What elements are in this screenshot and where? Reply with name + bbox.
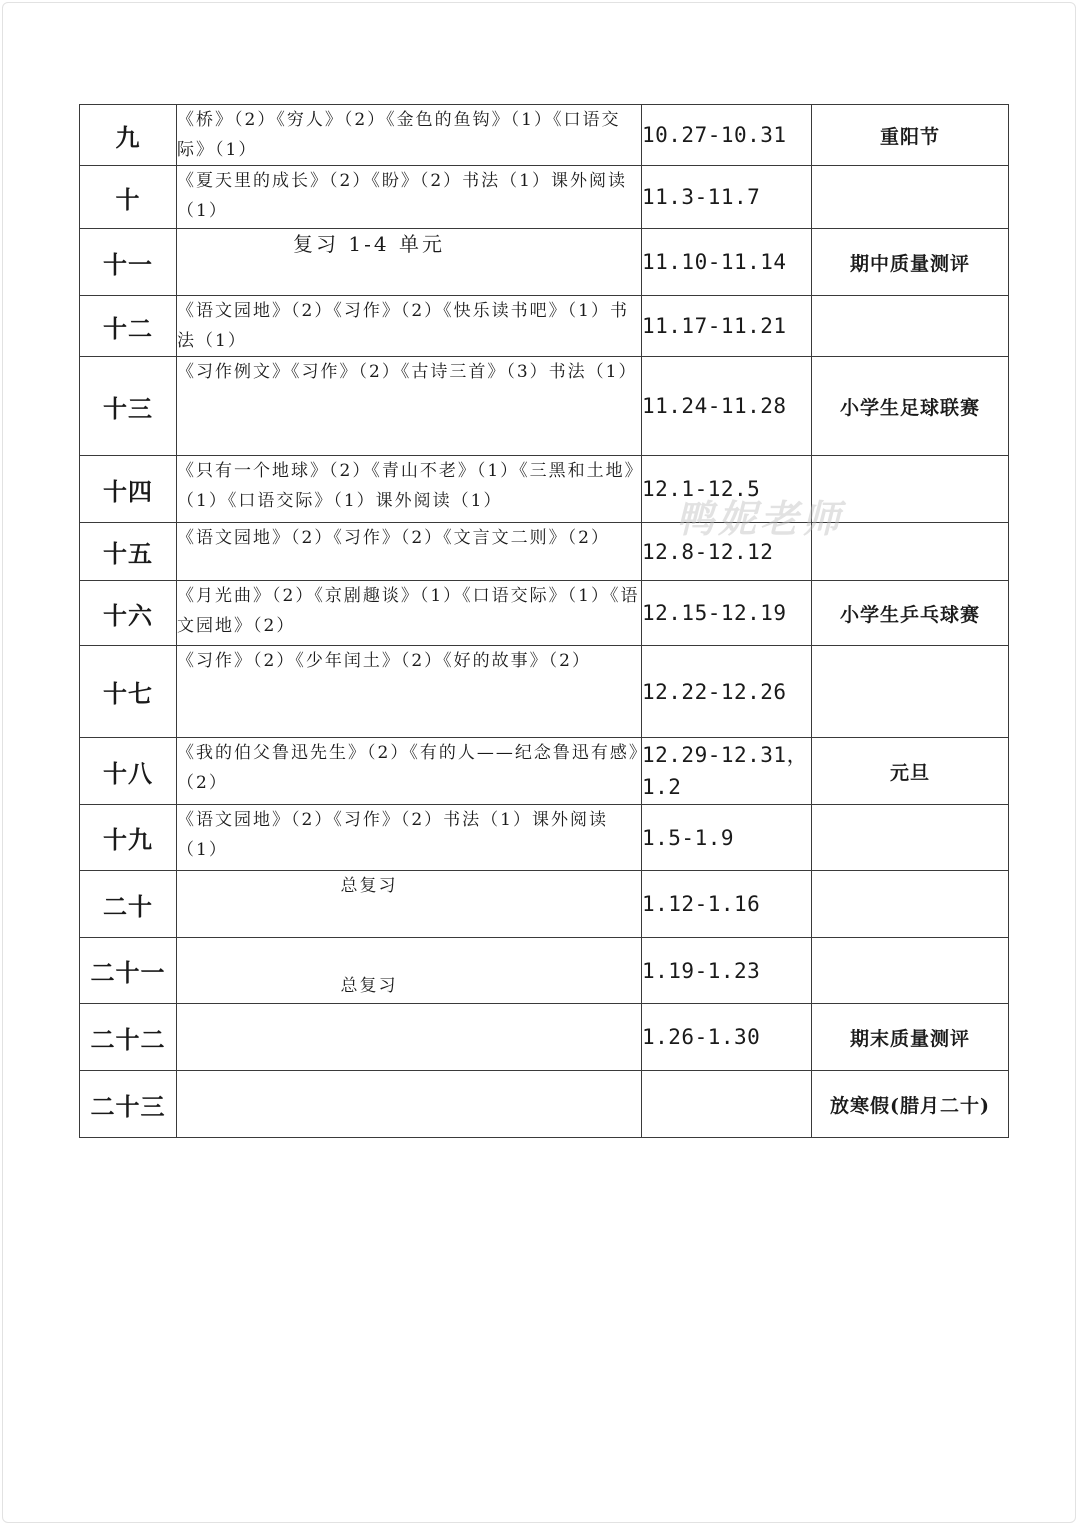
- table-row: [80, 581, 1009, 646]
- content-cell: 复习 1-4 单元: [177, 229, 642, 296]
- table-row: [80, 805, 1009, 871]
- table-row: [80, 871, 1009, 938]
- table-row: [80, 938, 1009, 1004]
- week-cell: 十七: [80, 646, 177, 738]
- week-cell: 十八: [80, 738, 177, 805]
- dates-cell: [642, 1071, 812, 1138]
- dates-cell: 11.24-11.28: [642, 357, 812, 456]
- dates-cell: 10.27-10.31: [642, 105, 812, 166]
- table-row: [80, 523, 1009, 581]
- content-cell: 《语文园地》（2）《习作》（2）《文言文二则》（2）: [177, 523, 642, 581]
- week-cell: 十九: [80, 805, 177, 871]
- content-cell: 《夏天里的成长》（2）《盼》（2）书法（1）课外阅读（1）: [177, 166, 642, 229]
- note-cell: 放寒假(腊月二十): [812, 1071, 1009, 1138]
- note-cell: 元旦: [812, 738, 1009, 805]
- week-cell: 十: [80, 166, 177, 229]
- dates-cell: 12.22-12.26: [642, 646, 812, 738]
- table-row: [80, 1004, 1009, 1071]
- week-cell: 二十一: [80, 938, 177, 1004]
- note-cell: [812, 523, 1009, 581]
- table-row: [80, 738, 1009, 805]
- week-cell: 十二: [80, 296, 177, 357]
- week-cell: 十一: [80, 229, 177, 296]
- content-cell: [177, 1004, 642, 1071]
- dates-cell: 11.17-11.21: [642, 296, 812, 357]
- note-cell: [812, 871, 1009, 938]
- note-cell: 期末质量测评: [812, 1004, 1009, 1071]
- dates-cell: 12.15-12.19: [642, 581, 812, 646]
- dates-cell: 1.19-1.23: [642, 938, 812, 1004]
- week-cell: 十四: [80, 456, 177, 523]
- week-cell: 二十: [80, 871, 177, 938]
- dates-cell: 1.26-1.30: [642, 1004, 812, 1071]
- note-cell: 重阳节: [812, 105, 1009, 166]
- dates-cell: 11.3-11.7: [642, 166, 812, 229]
- content-cell: [177, 1071, 642, 1138]
- week-cell: 二十二: [80, 1004, 177, 1071]
- content-cell: 《月光曲》（2）《京剧趣谈》（1）《口语交际》（1）《语文园地》（2）: [177, 581, 642, 646]
- content-cell: 《习作》（2）《少年闰土》（2）《好的故事》（2）: [177, 646, 642, 738]
- content-cell: 《我的伯父鲁迅先生》（2）《有的人——纪念鲁迅有感》（2）: [177, 738, 642, 805]
- content-cell: 《习作例文》《习作》（2）《古诗三首》（3）书法（1）: [177, 357, 642, 456]
- note-cell: 期中质量测评: [812, 229, 1009, 296]
- content-cell: 《语文园地》（2）《习作》（2）书法（1）课外阅读（1）: [177, 805, 642, 871]
- table-row: [80, 456, 1009, 523]
- dates-cell: 1.12-1.16: [642, 871, 812, 938]
- content-cell: 总复习: [177, 871, 642, 938]
- note-cell: [812, 296, 1009, 357]
- content-cell: 《只有一个地球》（2）《青山不老》（1）《三黑和土地》（1）《口语交际》（1）课外阅读（1）: [177, 456, 642, 523]
- note-cell: [812, 646, 1009, 738]
- note-cell: [812, 938, 1009, 1004]
- note-cell: [812, 166, 1009, 229]
- week-cell: 十六: [80, 581, 177, 646]
- week-cell: 九: [80, 105, 177, 166]
- table-row: [80, 1071, 1009, 1138]
- note-cell: 小学生乒乓球赛: [812, 581, 1009, 646]
- dates-cell: 12.1-12.5: [642, 456, 812, 523]
- content-cell: 《桥》（2）《穷人》（2）《金色的鱼钩》（1）《口语交际》（1）: [177, 105, 642, 166]
- week-cell: 二十三: [80, 1071, 177, 1138]
- note-cell: [812, 456, 1009, 523]
- week-cell: 十三: [80, 357, 177, 456]
- note-cell: 小学生足球联赛: [812, 357, 1009, 456]
- table-row: [80, 166, 1009, 229]
- table-row: [80, 646, 1009, 738]
- dates-cell: 11.10-11.14: [642, 229, 812, 296]
- dates-cell: 12.8-12.12: [642, 523, 812, 581]
- table-row: [80, 105, 1009, 166]
- dates-cell: 12.29-12.31，1.2: [642, 738, 812, 805]
- content-cell: 《语文园地》（2）《习作》（2）《快乐读书吧》（1）书法（1）: [177, 296, 642, 357]
- table-row: [80, 229, 1009, 296]
- table-row: [80, 296, 1009, 357]
- dates-cell: 1.5-1.9: [642, 805, 812, 871]
- week-cell: 十五: [80, 523, 177, 581]
- note-cell: [812, 805, 1009, 871]
- content-cell: 总复习: [177, 938, 642, 1004]
- watermark: 鸭妮老师: [676, 496, 845, 541]
- schedule-table: [79, 104, 1009, 1138]
- table-row: [80, 357, 1009, 456]
